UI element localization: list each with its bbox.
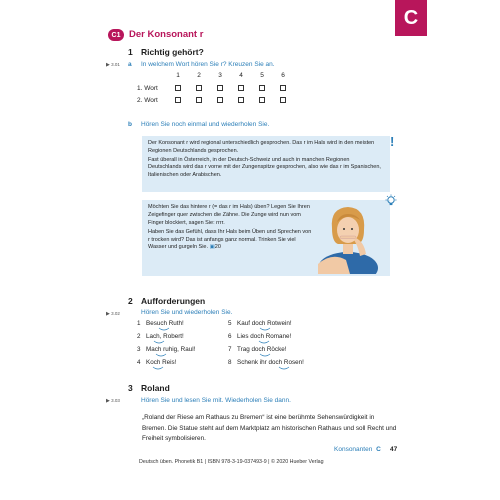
row-label: 2. Wort — [137, 97, 158, 104]
footer-section-label: Konsonanten — [334, 446, 373, 453]
column-number: 2 — [197, 72, 201, 79]
link-arc — [159, 328, 169, 330]
instruction-b: Hören Sie noch einmal und wiederholen Sie. — [141, 121, 270, 128]
list-item: 2 Lach, Robert! — [137, 333, 184, 340]
exercise-2-instruction: Hören Sie und wiederholen Sie. — [141, 309, 233, 316]
row-label: 1. Wort — [137, 85, 158, 92]
play-icon: ▶ — [106, 311, 110, 317]
column-number: 5 — [260, 72, 264, 79]
footer-section-letter: C — [376, 446, 381, 453]
audio-track-label: 3.03 — [111, 398, 120, 403]
info-paragraph: Fast überall in Österreich, in der Deutsch-Schweiz und auch in manchen Regionen Deutschlands wird das r vorne mit der Zungenspitze gesprochen, also wie das r im Spanischen, Italienischen oder Arabischen. — [148, 156, 381, 178]
exercise-3-number: 3 — [128, 383, 133, 393]
exercise-2-number: 2 — [128, 296, 133, 306]
link-arc — [260, 328, 270, 330]
roland-paragraph: „Roland der Riese am Rathaus zu Bremen“ ist eine berühmte Sehenswürdigkeit in Bremen. Die Statue steht auf dem Marktplatz am historischen Rathaus und soll Recht und Freiheit symbolisieren. — [142, 414, 397, 442]
section-title: Der Konsonant r — [129, 29, 204, 40]
link-arc — [260, 354, 270, 356]
tip-paragraph: Möchten Sie das hintere r (= das r im Hals) üben? Legen Sie Ihren Zeigefinger quer zwischen die Zähne. Die Zunge wird nun vom Finger blockiert, sagen Sie: rrrr. — [148, 204, 310, 226]
section-badge: C1 — [108, 29, 124, 41]
exercise-1-number: 1 — [128, 47, 133, 57]
tip-text: Haben Sie das Gefühl, dass Ihr Hals beim Üben und Sprechen von r trocken wird? Das ist anfangs ganz normal. Trinken Sie viel Wasser und gurgeln Sie. — [148, 228, 312, 251]
column-number: 6 — [281, 72, 285, 79]
list-item: 4 Koch Reis! — [137, 359, 177, 366]
exercise-2-title: Aufforderungen — [141, 296, 206, 306]
footer-section — [334, 446, 381, 453]
link-arc — [259, 341, 269, 343]
reference-icon: ▣ — [209, 244, 215, 251]
reference-number: 20 — [214, 244, 221, 251]
page-number: 47 — [390, 446, 398, 453]
list-item: 3 Mach ruhig, Raul! — [137, 346, 196, 353]
exercise-3-instruction: Hören Sie und lesen Sie mit. Wiederholen Sie dann. — [141, 397, 291, 404]
audio-track-label: 3.02 — [111, 311, 120, 316]
column-number: 3 — [218, 72, 222, 79]
link-arc — [156, 354, 166, 356]
info-paragraph: Der Konsonant r wird regional unterschiedlich gesprochen. Das r im Hals wird in den meisten Regionen Deutschlands gesprochen. — [148, 140, 375, 154]
list-item: 1 Besuch Ruth! — [137, 320, 184, 327]
instruction-b-letter: b — [128, 121, 132, 128]
exclamation-icon: ! — [390, 134, 395, 149]
link-arc — [279, 367, 289, 369]
exercise-1-title: Richtig gehört? — [141, 47, 204, 57]
link-arc — [154, 341, 164, 343]
chapter-tab: C — [395, 0, 427, 36]
list-item: 7 Trag doch Röcke! — [228, 346, 287, 353]
list-item: 8 Schenk ihr doch Rosen! — [228, 359, 304, 366]
instruction-a-letter: a — [128, 61, 132, 68]
column-number: 4 — [239, 72, 243, 79]
audio-track-3-03[interactable] — [106, 398, 120, 404]
column-number: 1 — [176, 72, 180, 79]
publication-info: Deutsch üben. Phonetik B1 | ISBN 978-3-19-037493-9 | © 2020 Hueber Verlag — [139, 459, 324, 465]
exercise-3-title: Roland — [141, 383, 170, 393]
audio-track-label: 3.01 — [111, 62, 120, 67]
link-arc — [153, 367, 163, 369]
instruction-a: In welchem Wort hören Sie r? Kreuzen Sie an. — [141, 61, 275, 68]
list-item: 5 Kauf doch Rotwein! — [228, 320, 292, 327]
list-item: 6 Lies doch Romane! — [228, 333, 292, 340]
play-icon: ▶ — [106, 62, 110, 68]
play-icon: ▶ — [106, 398, 110, 404]
